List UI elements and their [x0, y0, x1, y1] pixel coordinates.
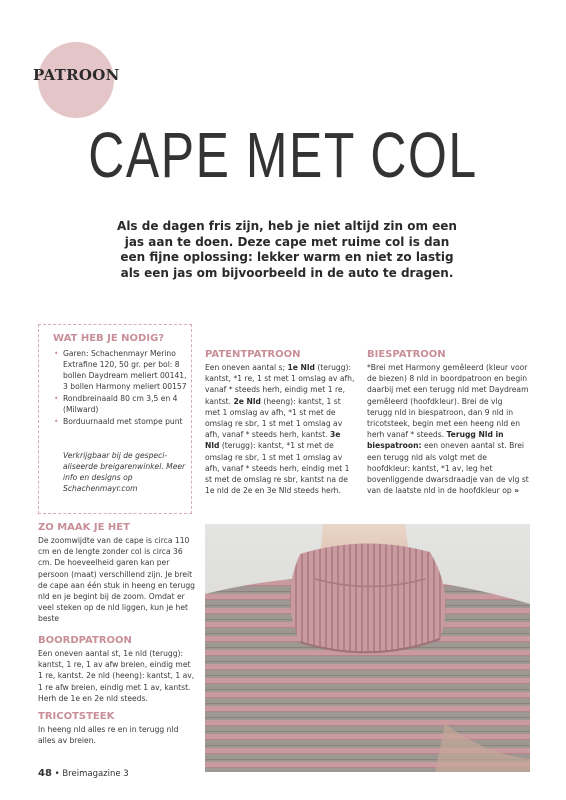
patent-text: Een oneven aantal s; 1e Nld (terugg): kantst, *1 re, 1 st met 1 omslag av afh, vanaf * steeds herh, eindig met 1 re, kantst. 2e Nld (heeng): kantst, 1 st met 1 omslag av afh, *1 st met de omslag re sbr, 1 st met 1 omslag av afh, vanaf * steeds herh, kantst. 3e Nld (terugg): kantst, *1 st met de omslag re sbr, 1 st met 1 omslag av afh, vanaf * steeds herh, eindig met 1 st met de omslag re sbr, kantst na de 1e nld de 2e en 3e Nld steeds herh.	[205, 363, 355, 496]
patent-title: PATENTPATROON	[205, 349, 301, 360]
cape-photo	[205, 524, 530, 772]
materials-note: Verkrijgbaar bij de gespeci-aliseerde breigarenwinkel. Meer info en designs op Schachenmayr.com	[63, 451, 186, 493]
section-badge-label: PATROON	[33, 66, 120, 84]
magazine-name: Breimagazine 3	[62, 769, 129, 779]
bies-text: *Brei met Harmony gemêleerd (kleur voor de biezen) 8 nld in boordpatroon en begin daarbij met een terugg nld met Daydream gemêleerd (hoofdkleur). Brei de vlg terugg nld in biespatroon, dan 9 nld in tricotsteek, begin met een heeng nld en herh vanaf * steeds. Terugg Nld in biespatroon: een oneven aantal st. Brei een terugg nld als volgt met de hoofdkleur: kantst, *1 av, leg het bovenliggende dwarsdraadje van de vlg st van de laatste nld in de hoofdkleur op »	[367, 363, 529, 496]
instructions-text: De zoomwijdte van de cape is circa 110 cm en de lengte zonder col is circa 36 cm. De hoeveelheid garen kan per persoon (maat) verschillend zijn. Je breit de cape aan één stuk in heeng en terugg nld en je begint bij de zoom. Omdat er veel steken op de nld liggen, kun je het beste	[38, 536, 195, 624]
materials-title: WAT HEB JE NODIG?	[53, 333, 165, 344]
continue-arrow: »	[514, 486, 520, 496]
footer-bullet: •	[54, 769, 60, 779]
boord-text: Een oneven aantal st, 1e nld (terugg): kantst, 1 re, 1 av afw breien, eindig met 1 re, kantst. 2e nld (heeng): kantst, 1 av, 1 re afw breien, eindig met 1 av, kantst. Herh de 1e en 2e nld steeds.	[38, 649, 195, 703]
page-number: 48	[38, 768, 52, 779]
tricot-title: TRICOTSTEEK	[38, 711, 115, 722]
materials-item: • Garen: Schachenmayr Merino Extrafine 120, 50 gr. per bol: 8 bollen Daydream meliert 00141, 3 bollen Harmony meliert 00157	[54, 348, 192, 392]
boord-title: BOORDPATROON	[38, 635, 132, 646]
watermark: PassionForum.ru	[444, 779, 522, 789]
tricot-text: In heeng nld alles re en in terugg nld alles av breien.	[38, 725, 179, 746]
materials-item: • Rondbreinaald 80 cm 3,5 en 4 (Milward)	[54, 393, 192, 415]
page-footer	[38, 768, 129, 779]
page-title: CAPE MET COL	[88, 119, 478, 191]
intro-text: Als de dagen fris zijn, heb je niet altijd zin om een jas aan te doen. Deze cape met ruime col is dan een fijne oplossing: lekker warm en niet zo lastig als een jas om bijvoorbeeld in de auto te dragen.	[117, 219, 457, 280]
bies-title: BIESPATROON	[367, 349, 446, 360]
materials-item: • Borduurnaald met stompe punt	[54, 416, 192, 427]
materials-list	[54, 348, 192, 428]
instructions-title: ZO MAAK JE HET	[38, 522, 130, 533]
